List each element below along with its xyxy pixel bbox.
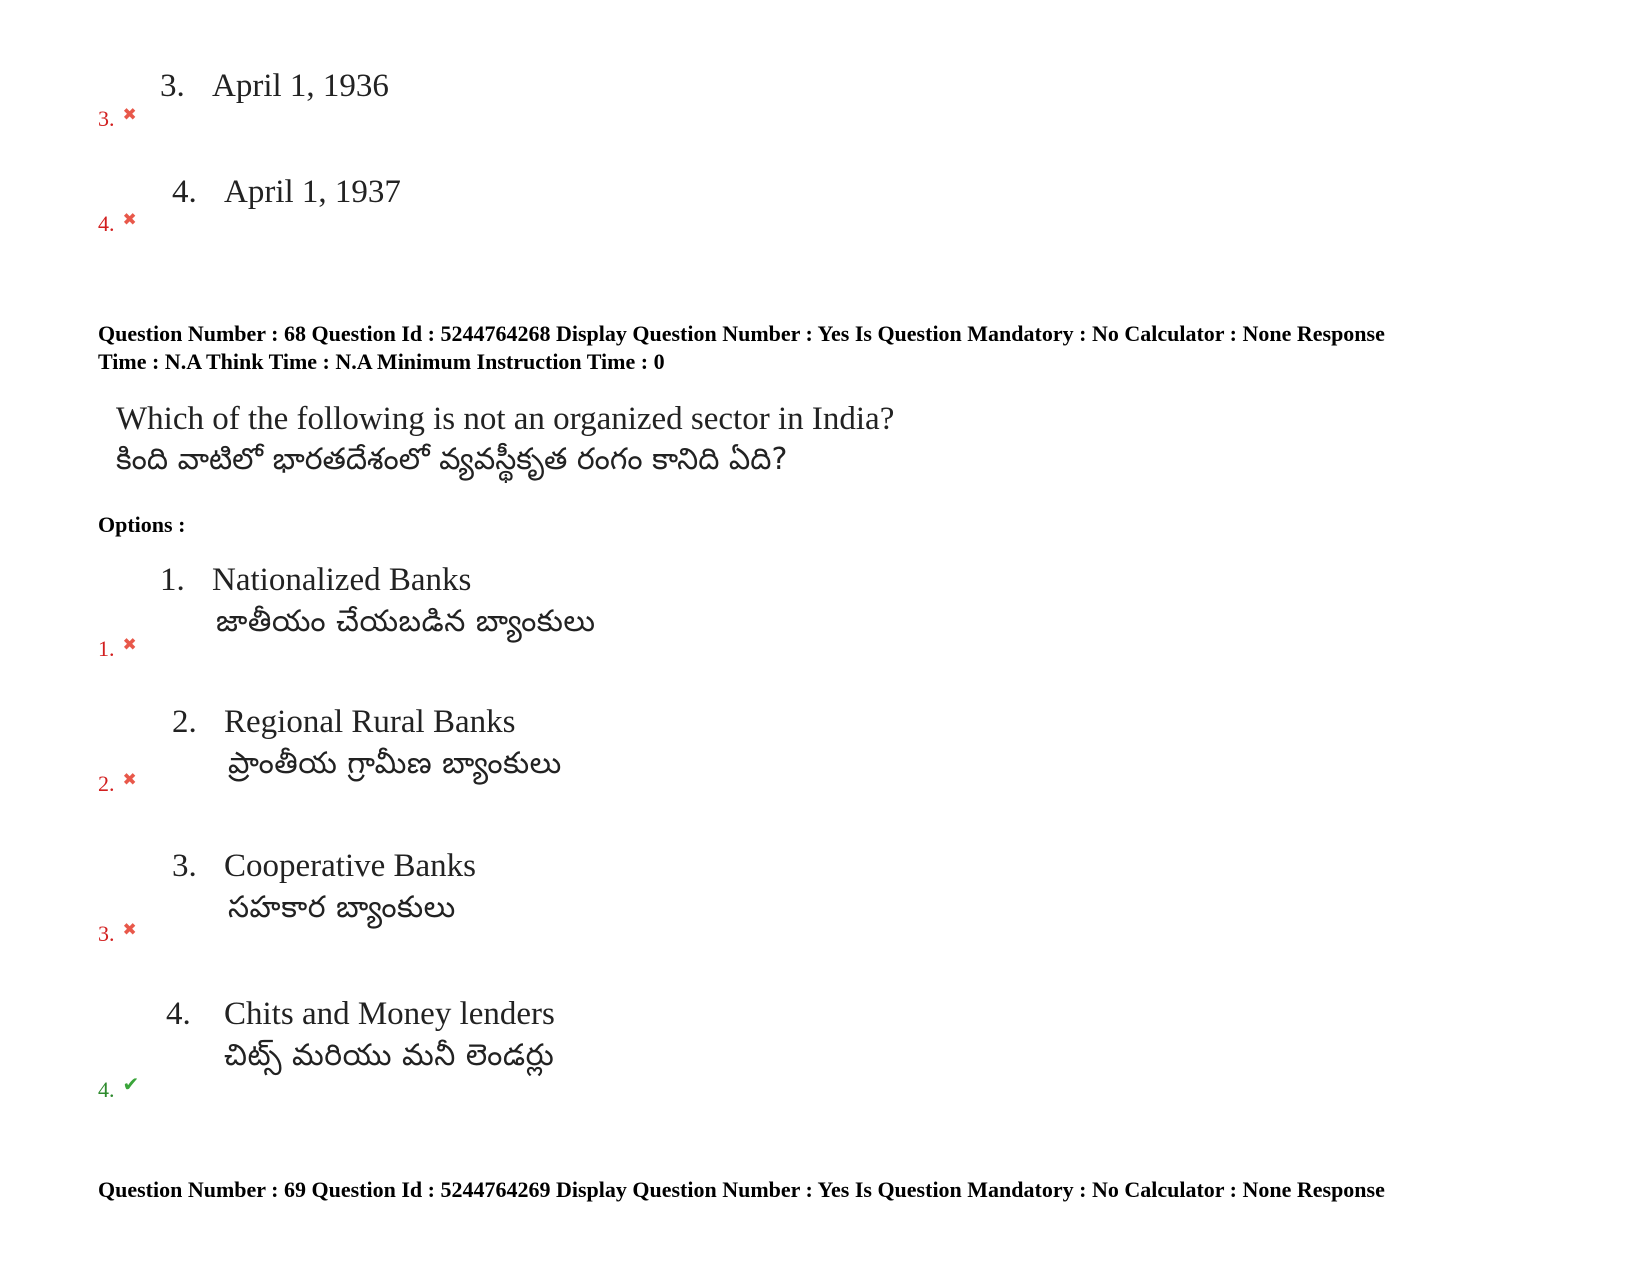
- option-marker-number: 1.: [98, 636, 115, 661]
- option-3-marker: [98, 922, 137, 945]
- cross-icon: ✖: [122, 920, 137, 940]
- meta-line-2: Time : N.A Think Time : N.A Minimum Instruction Time : 0: [98, 349, 665, 374]
- option-text-te: చిట్స్ మరియు మనీ లెండర్లు: [224, 1038, 555, 1073]
- option-text: April 1, 1936: [212, 68, 389, 104]
- option-marker-number: 2.: [98, 771, 115, 796]
- meta-line-1: Question Number : 69 Question Id : 5244764269 Display Question Number : Yes Is Question Mandatory : No Calculator : None Response: [98, 1177, 1385, 1202]
- option-text: April 1, 1937: [224, 174, 401, 210]
- option-marker-number: 4.: [98, 211, 115, 236]
- cross-icon: ✖: [122, 210, 137, 230]
- prev-option-4-marker: [98, 212, 137, 235]
- option-number: 3.: [160, 68, 185, 104]
- option-number: 3.: [172, 848, 197, 884]
- option-text-en: Nationalized Banks: [212, 562, 472, 598]
- option-number: 4.: [172, 174, 197, 210]
- cross-icon: ✖: [122, 635, 137, 655]
- option-number: 4.: [166, 996, 191, 1032]
- option-marker-number: 4.: [98, 1077, 115, 1102]
- meta-line-1: Question Number : 68 Question Id : 5244764268 Display Question Number : Yes Is Question Mandatory : No Calculator : None Response: [98, 321, 1385, 346]
- option-text-te: సహకార బ్యాంకులు: [228, 890, 456, 925]
- check-icon: ✔: [122, 1072, 140, 1096]
- option-text-en: Chits and Money lenders: [224, 996, 555, 1032]
- option-number: 1.: [160, 562, 185, 598]
- question-text-te: కింది వాటిలో భారతదేశంలో వ్యవస్థీకృత రంగం కానిది ఏది?: [116, 442, 788, 477]
- prev-option-3-marker: [98, 107, 137, 130]
- option-text-en: Cooperative Banks: [224, 848, 477, 884]
- cross-icon: ✖: [122, 770, 137, 790]
- question-69-meta: [98, 1176, 1578, 1204]
- option-text-en: Regional Rural Banks: [224, 704, 516, 740]
- cross-icon: ✖: [122, 105, 137, 125]
- question-68-meta: [98, 320, 1578, 376]
- option-4-marker: [98, 1074, 139, 1101]
- option-1-marker: [98, 637, 137, 660]
- question-68-text: [116, 398, 894, 480]
- option-text-te: ప్రాంతీయ గ్రామీణ బ్యాంకులు: [228, 746, 562, 781]
- options-label: Options :: [98, 512, 186, 537]
- option-number: 2.: [172, 704, 197, 740]
- option-marker-number: 3.: [98, 921, 115, 946]
- option-text-te: జాతీయం చేయబడిన బ్యాంకులు: [216, 604, 596, 639]
- option-2-marker: [98, 772, 137, 795]
- option-marker-number: 3.: [98, 106, 115, 131]
- question-text-en: Which of the following is not an organized sector in India?: [116, 401, 895, 437]
